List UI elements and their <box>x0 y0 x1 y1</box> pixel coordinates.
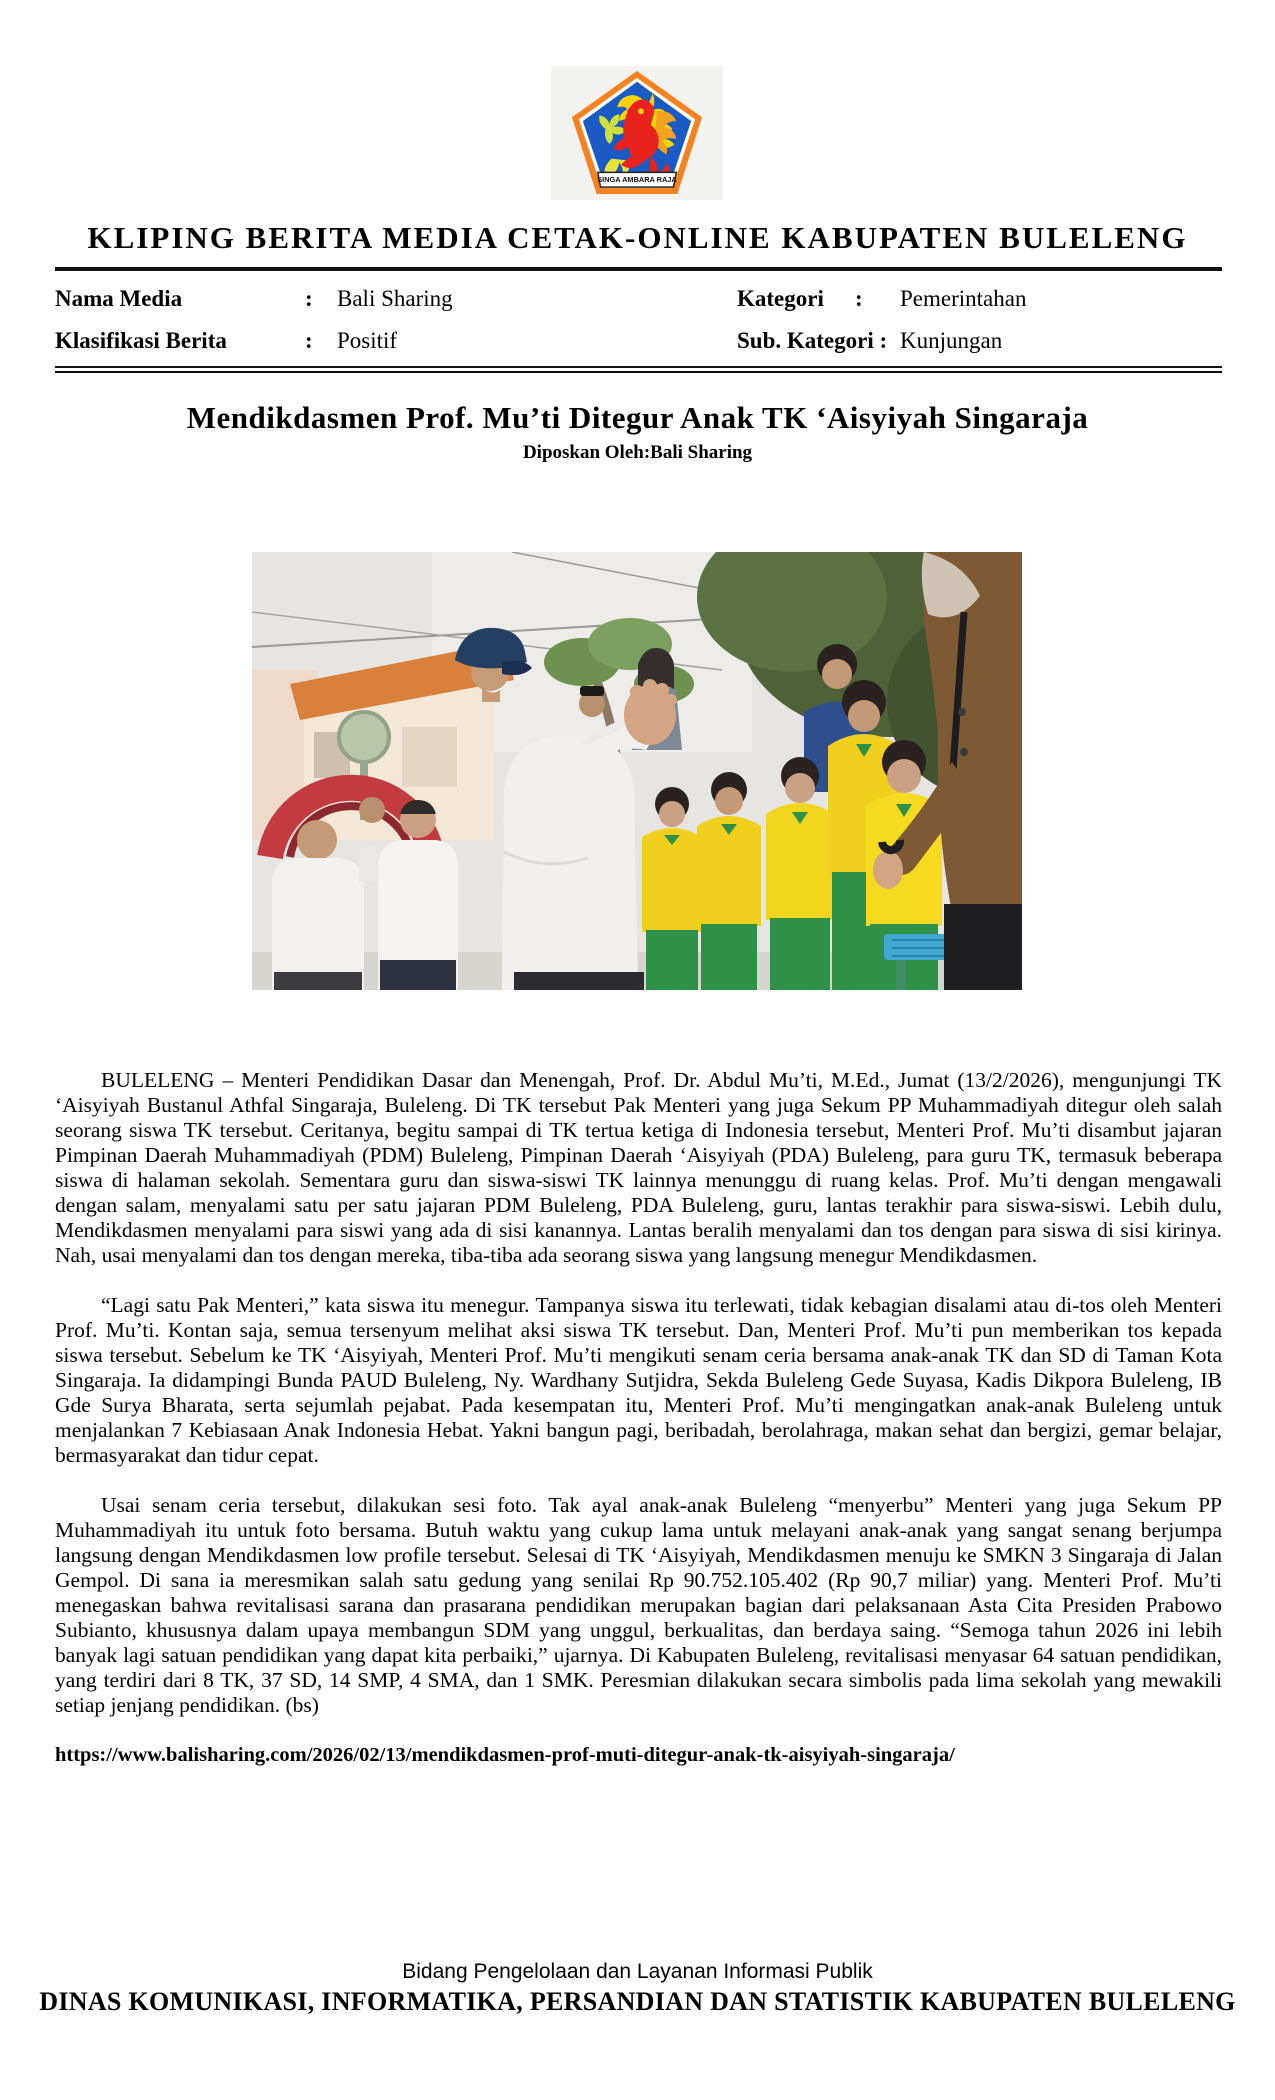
meta-value-sub-kategori: Kunjungan <box>900 328 1003 353</box>
meta-row-2 <box>55 322 1222 364</box>
header-divider-line <box>55 267 1222 271</box>
document-footer <box>0 1960 1275 2017</box>
meta-table <box>55 280 1222 364</box>
meta-colon: : <box>855 286 863 311</box>
article-paragraph-2: “Lagi satu Pak Menteri,” kata siswa itu menegur. Tampanya siswa itu terlewati, tidak kebagian disalami atau di-tos oleh Menteri Prof. Mu’ti. Kontan saja, semua tersenyum melihat aksi siswa TK tersebut. Dan, Menteri Prof. Mu’ti pun memberikan tos kepada siswa tersebut. Sebelum ke TK ‘Aisyiyah, Menteri Prof. Mu’ti mengikuti senam ceria bersama anak-anak TK dan SD di Taman Kota Singaraja. Ia didampingi Bunda PAUD Buleleng, Ny. Wardhany Sutjidra, Sekda Buleleng Gede Suyasa, Kadis Dikpora Buleleng, IB Gde Surya Bharata, serta sejumlah pejabat. Pada kesempatan itu, Menteri Prof. Mu’ti mengingatkan anak-anak Buleleng untuk menjalankan 7 Kebiasaan Anak Indonesia Hebat. Yakni bangun pagi, beribadah, berolahraga, makan sehat dan bergizi, gemar belajar, bermasyarakat dan tidur cepat. <box>55 1293 1222 1467</box>
article-paragraph-1: BULELENG – Menteri Pendidikan Dasar dan Menengah, Prof. Dr. Abdul Mu’ti, M.Ed., Jumat (13/2/2026), mengunjungi TK ‘Aisyiyah Bustanul Athfal Singaraja, Buleleng. Di TK tersebut Pak Menteri yang juga Sekum PP Muhammadiyah ditegur oleh salah seorang siswa TK tersebut. Ceritanya, begitu sampai di TK tertua ketiga di Indonesia tersebut, Menteri Prof. Mu’ti disambut jajaran Pimpinan Daerah Muhammadiyah (PDM) Buleleng, Pimpinan Daerah ‘Aisyiyah (PDA) Buleleng, para guru TK, termasuk beberapa siswa di halaman sekolah. Sementara guru dan siswa-siswi TK lainnya menunggu di ruang kelas. Prof. Mu’ti dengan mengawali dengan salam, menyalami satu per satu jajaran PDM Buleleng, PDA Buleleng, guru, lantas terakhir para siswa-siswi. Lebih dulu, Mendikdasmen menyalami para siswi yang ada di sisi kanannya. Lantas beralih menyalami dan tos dengan para siswa di sisi kirinya. Nah, usai menyalami dan tos dengan mereka, tiba-tiba ada seorang siswa yang langsung menegur Mendikdasmen. <box>55 1068 1222 1267</box>
footer-agency-name: DINAS KOMUNIKASI, INFORMATIKA, PERSANDIAN DAN STATISTIK KABUPATEN BULELENG <box>39 1987 1236 2016</box>
meta-value-nama-media: Bali Sharing <box>337 286 453 311</box>
meta-value-klasifikasi-berita: Positif <box>337 328 398 353</box>
source-url-link[interactable]: https://www.balisharing.com/2026/02/13/mendikdasmen-prof-muti-ditegur-anak-tk-aisyiyah-singaraja/ <box>55 1744 955 1766</box>
buleleng-seal-icon <box>567 68 707 198</box>
meta-row-1 <box>55 280 1222 322</box>
article-byline: Diposkan Oleh:Bali Sharing <box>522 442 753 463</box>
article-paragraph-3: Usai senam ceria tersebut, dilakukan sesi foto. Tak ayal anak-anak Buleleng “menyerbu” Menteri yang juga Sekum PP Muhammadiyah itu untuk foto bersama. Butuh waktu yang cukup lama untuk melayani anak-anak yang sangat senang berjumpa langsung dengan Mendikdasmen low profile tersebut. Selesai di TK ‘Aisyiyah, Mendikdasmen menuju ke SMKN 3 Singaraja di Jalan Gempol. Di sana ia meresmikan salah satu gedung yang senilai Rp 90.752.105.402 (Rp 90,7 miliar) yang. Menteri Prof. Mu’ti menegaskan bahwa revitalisasi sarana dan prasarana pendidikan merupakan bagian dari pelaksanaan Asta Cita Presiden Prabowo Subianto, khususnya dalam upaya membangun SDM yang unggul, berkualitas, dan berdaya saing. “Semoga tahun 2026 ini lebih banyak lagi satuan pendidikan yang dapat kita perbaiki,” ujarnya. Di Kabupaten Buleleng, revitalisasi menyasar 64 satuan pendidikan, yang terdiri dari 8 TK, 37 SD, 14 SMP, 4 SMA, dan 1 SMK. Peresmian dilakukan secara simbolis pada lima sekolah yang mewakili setiap jenjang pendidikan. (bs) <box>55 1493 1222 1717</box>
meta-value-kategori: Pemerintahan <box>900 286 1027 311</box>
meta-colon: : <box>305 328 313 353</box>
document-title: KLIPING BERITA MEDIA CETAK-ONLINE KABUPATEN BULELENG <box>87 220 1188 255</box>
article-body <box>55 1068 1222 1768</box>
meta-label-sub-kategori: Sub. Kategori : <box>737 328 888 353</box>
meta-divider-line <box>55 366 1222 373</box>
meta-label-nama-media: Nama Media <box>55 286 183 311</box>
article-title: Mendikdasmen Prof. Mu’ti Ditegur Anak TK ‘Aisyiyah Singaraja <box>186 400 1089 435</box>
article-photo <box>252 552 1022 990</box>
logo-banner-text: SINGA AMBARA RAJA <box>597 175 677 185</box>
meta-colon: : <box>305 286 313 311</box>
footer-division-name: Bidang Pengelolaan dan Layanan Informasi Publik <box>402 1960 873 1983</box>
buleleng-logo <box>551 66 723 200</box>
meta-label-klasifikasi-berita: Klasifikasi Berita <box>55 328 227 353</box>
meta-label-kategori: Kategori <box>737 286 824 311</box>
